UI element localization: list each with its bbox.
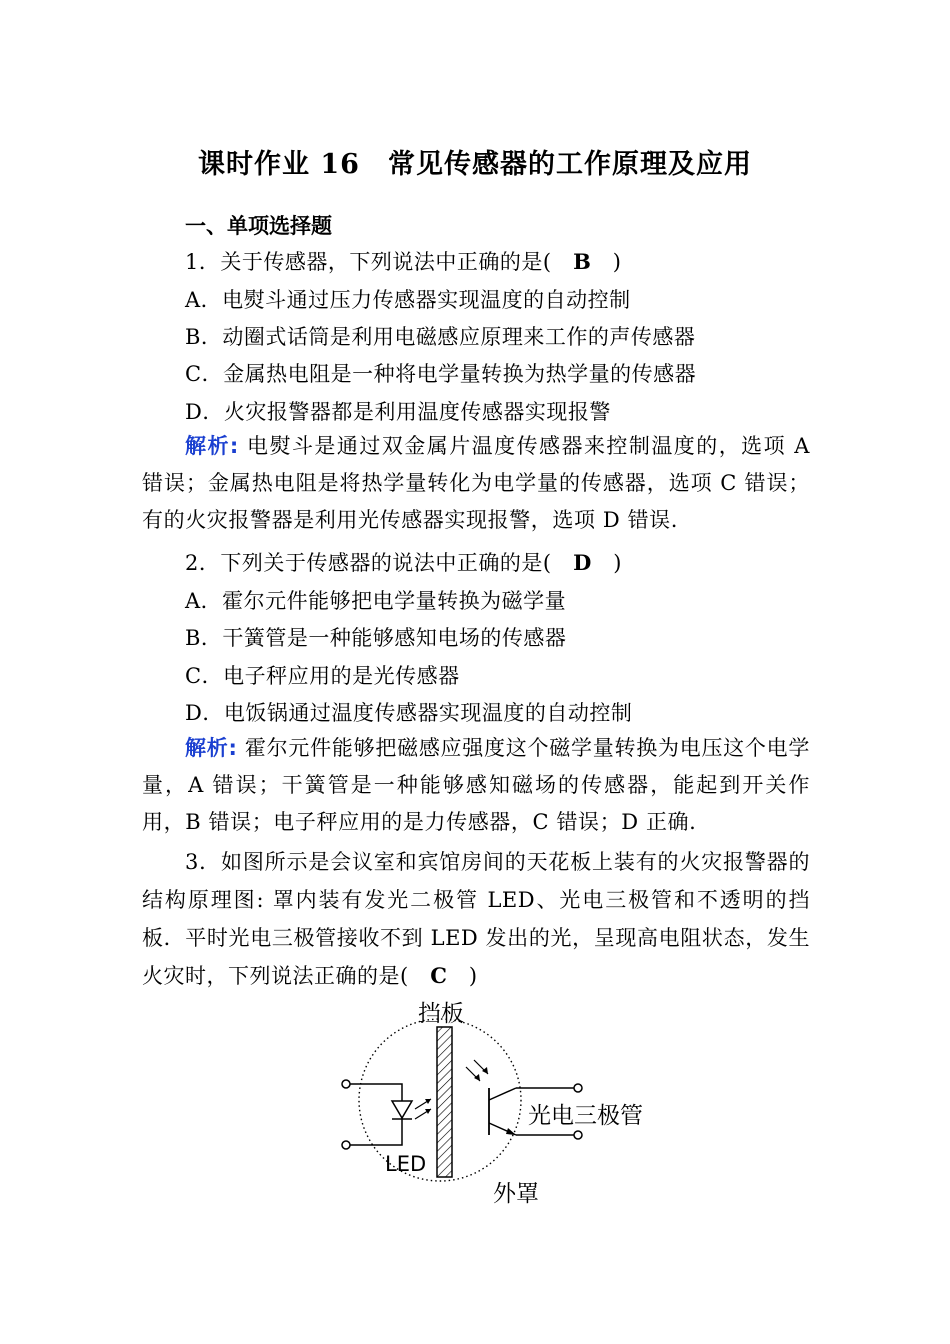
label-cover: 外罩 [493,1181,539,1207]
q2-option-c: C．电子秤应用的是光传感器 [185,664,460,688]
q2-analysis [142,730,810,841]
label-phototransistor: 光电三极管 [528,1103,643,1129]
q1-analysis [142,428,810,539]
q2-stem-text: 2．下列关于传感器的说法中正确的是( [185,551,574,575]
page-title: 课时作业 16 常见传感器的工作原理及应用 [198,149,752,180]
baffle [437,1027,452,1177]
q2-analysis-text: 霍尔元件能够把磁感应强度这个磁学量转换为电压这个电学量，A 错误；干簧管是一种能够感知磁场的传感器，能起到开关作用，B 错误；电子秤应用的是力传感器，C 错误；D 正确. [142,736,810,834]
q2-close: ) [591,551,622,575]
led-terminal-bottom [342,1141,350,1149]
q2-analysis-label: 解析: [185,736,238,760]
q1-option-c: C．金属热电阻是一种将电学量转换为热学量的传感器 [185,362,697,386]
led-terminal-top [342,1080,350,1088]
q3-stem [142,843,810,995]
q3-close: ) [447,964,478,988]
q2-option-b: B．干簧管是一种能够感知电场的传感器 [185,626,567,650]
q1-analysis-text: 电熨斗是通过双金属片温度传感器来控制温度的，选项 A 错误；金属热电阻是将热学量转化为电学量的传感器，选项 C 错误；有的火灾报警器是利用光传感器实现报警，选项 D 错误. [142,434,810,532]
q2-option-a: A．霍尔元件能够把电学量转换为磁学量 [185,589,567,613]
fire-alarm-diagram [330,995,670,1210]
q2-answer: D [573,550,592,575]
q1-analysis-label: 解析: [185,434,239,458]
q3-stem-text: 3．如图所示是会议室和宾馆房间的天花板上装有的火灾报警器的结构原理图: 罩内装有发光二极管 LED、光电三极管和不透明的挡板．平时光电三极管接收不到 LED 发出的光，呈现高电阻状态，发生火灾时，下列说法正确的是( [142,850,810,988]
q1-stem-text: 1．关于传感器，下列说法中正确的是( [185,250,574,274]
led-symbol [392,1099,431,1125]
q2-stem [185,547,622,577]
q1-option-d: D．火灾报警器都是利用温度传感器实现报警 [185,400,611,424]
q2-option-d: D．电饭锅通过温度传感器实现温度的自动控制 [185,701,633,725]
label-baffle: 挡板 [418,1001,464,1027]
q1-option-b: B．动圈式话筒是利用电磁感应原理来工作的声传感器 [185,325,696,349]
label-led: LED [385,1152,427,1176]
q1-option-a: A．电熨斗通过压力传感器实现温度的自动控制 [185,288,631,312]
pt-terminal-bottom [574,1131,582,1139]
section-heading: 一、单项选择题 [185,213,332,238]
q1-stem [185,246,622,276]
pt-terminal-top [574,1084,582,1092]
q3-answer: C [430,963,448,988]
q1-close: ) [591,250,622,274]
q1-answer: B [573,249,592,274]
